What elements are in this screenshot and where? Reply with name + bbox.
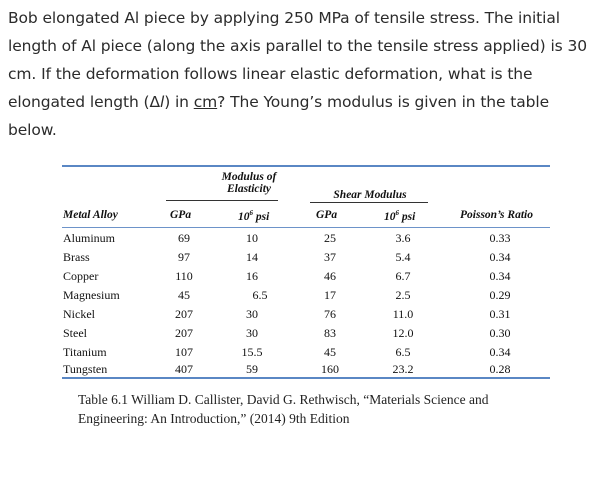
table-row bbox=[62, 269, 550, 288]
cell-e-gpa: 69 bbox=[178, 231, 190, 245]
cell-e-psi: 10 bbox=[246, 231, 258, 245]
cell-e-psi: 16 bbox=[246, 269, 258, 283]
header-shear-gpa: GPa bbox=[316, 209, 338, 221]
header-metal-alloy: Metal Alloy bbox=[63, 209, 118, 221]
cell-g-psi: 23.2 bbox=[392, 362, 414, 376]
table-row bbox=[62, 326, 550, 345]
cell-g-gpa: 45 bbox=[324, 345, 336, 359]
cell-g-psi: 5.4 bbox=[395, 250, 411, 264]
cell-metal: Copper bbox=[63, 269, 99, 283]
cell-g-psi: 2.5 bbox=[395, 288, 411, 302]
cell-poisson: 0.29 bbox=[489, 288, 511, 302]
header-modulus-gpa: GPa bbox=[170, 209, 192, 221]
cell-poisson: 0.34 bbox=[489, 345, 511, 359]
table-row bbox=[62, 307, 550, 326]
cell-e-gpa: 407 bbox=[175, 362, 193, 376]
header-modulus-psi: $10^6$ psi bbox=[238, 209, 270, 223]
cell-e-psi: 30 bbox=[246, 307, 258, 321]
cell-metal: Steel bbox=[63, 326, 87, 340]
cell-e-gpa: 207 bbox=[175, 307, 193, 321]
cell-poisson: 0.34 bbox=[489, 250, 511, 264]
cell-metal: Tungsten bbox=[63, 362, 108, 376]
cell-poisson: 0.33 bbox=[489, 231, 511, 245]
cell-e-psi: 6.5 bbox=[252, 288, 268, 302]
table-bottom-rule bbox=[62, 377, 550, 379]
cell-metal: Aluminum bbox=[63, 231, 116, 245]
group-underline-modulus bbox=[166, 200, 278, 201]
cell-g-gpa: 83 bbox=[324, 326, 336, 340]
cell-metal: Magnesium bbox=[63, 288, 120, 302]
question-text bbox=[8, 4, 596, 144]
table-row bbox=[62, 231, 550, 250]
length-variable: l bbox=[159, 93, 165, 111]
cell-g-gpa: 160 bbox=[321, 362, 339, 376]
question-part3: ? The Young’s modulus is given in the table below. bbox=[8, 93, 550, 139]
group-header-shear: Shear Modulus bbox=[333, 189, 407, 201]
cell-e-psi: 59 bbox=[246, 362, 258, 376]
group-header-modulus-line2: Elasticity bbox=[226, 183, 272, 195]
cell-g-gpa: 37 bbox=[324, 250, 336, 264]
unit-cm: cm bbox=[193, 93, 218, 111]
cell-poisson: 0.31 bbox=[489, 307, 511, 321]
group-header-modulus-line1: Modulus of bbox=[221, 171, 277, 183]
cell-e-psi: 30 bbox=[246, 326, 258, 340]
cell-e-gpa: 107 bbox=[175, 345, 193, 359]
group-underline-shear bbox=[310, 202, 428, 203]
cell-poisson: 0.30 bbox=[489, 326, 511, 340]
cell-e-gpa: 97 bbox=[178, 250, 190, 264]
cell-e-gpa: 207 bbox=[175, 326, 193, 340]
cell-e-psi: 14 bbox=[246, 250, 258, 264]
group-header-modulus bbox=[194, 171, 304, 195]
question-part1: Bob elongated Al piece by applying 250 MPa of tensile stress. The initial length of Al piece (along the axis parallel to the tensile stress applied) is 30 cm. If the deformation follows linear elastic deformation, what is the elongated length ( bbox=[8, 9, 587, 111]
cell-metal: Nickel bbox=[63, 307, 95, 321]
question-part2: ) in bbox=[164, 93, 194, 111]
cell-poisson: 0.34 bbox=[489, 269, 511, 283]
cell-e-gpa: 45 bbox=[178, 288, 190, 302]
cell-g-psi: 12.0 bbox=[392, 326, 414, 340]
cell-g-gpa: 25 bbox=[324, 231, 336, 245]
table-row bbox=[62, 250, 550, 269]
cell-g-gpa: 17 bbox=[324, 288, 336, 302]
cell-g-psi: 6.7 bbox=[395, 269, 411, 283]
cell-g-gpa: 46 bbox=[324, 269, 336, 283]
table-row bbox=[62, 288, 550, 307]
table-header-rule bbox=[62, 227, 550, 228]
header-poissons-ratio: Poisson’s Ratio bbox=[460, 209, 533, 221]
cell-e-psi: 15.5 bbox=[241, 345, 263, 359]
header-shear-psi: $10^6$ psi bbox=[384, 209, 416, 223]
delta-symbol: Δ bbox=[149, 93, 160, 111]
cell-g-psi: 6.5 bbox=[395, 345, 411, 359]
cell-g-psi: 3.6 bbox=[395, 231, 411, 245]
cell-metal: Titanium bbox=[63, 345, 107, 359]
cell-g-gpa: 76 bbox=[324, 307, 336, 321]
cell-metal: Brass bbox=[63, 250, 90, 264]
cell-e-gpa: 110 bbox=[175, 269, 193, 283]
cell-g-psi: 11.0 bbox=[392, 307, 414, 321]
table-caption: Table 6.1 William D. Callister, David G. Rethwisch, “Materials Science and Engineering: An Introduction,” (2014) 9th Edition bbox=[78, 392, 489, 426]
table-top-rule bbox=[62, 165, 550, 167]
cell-poisson: 0.28 bbox=[489, 362, 511, 376]
